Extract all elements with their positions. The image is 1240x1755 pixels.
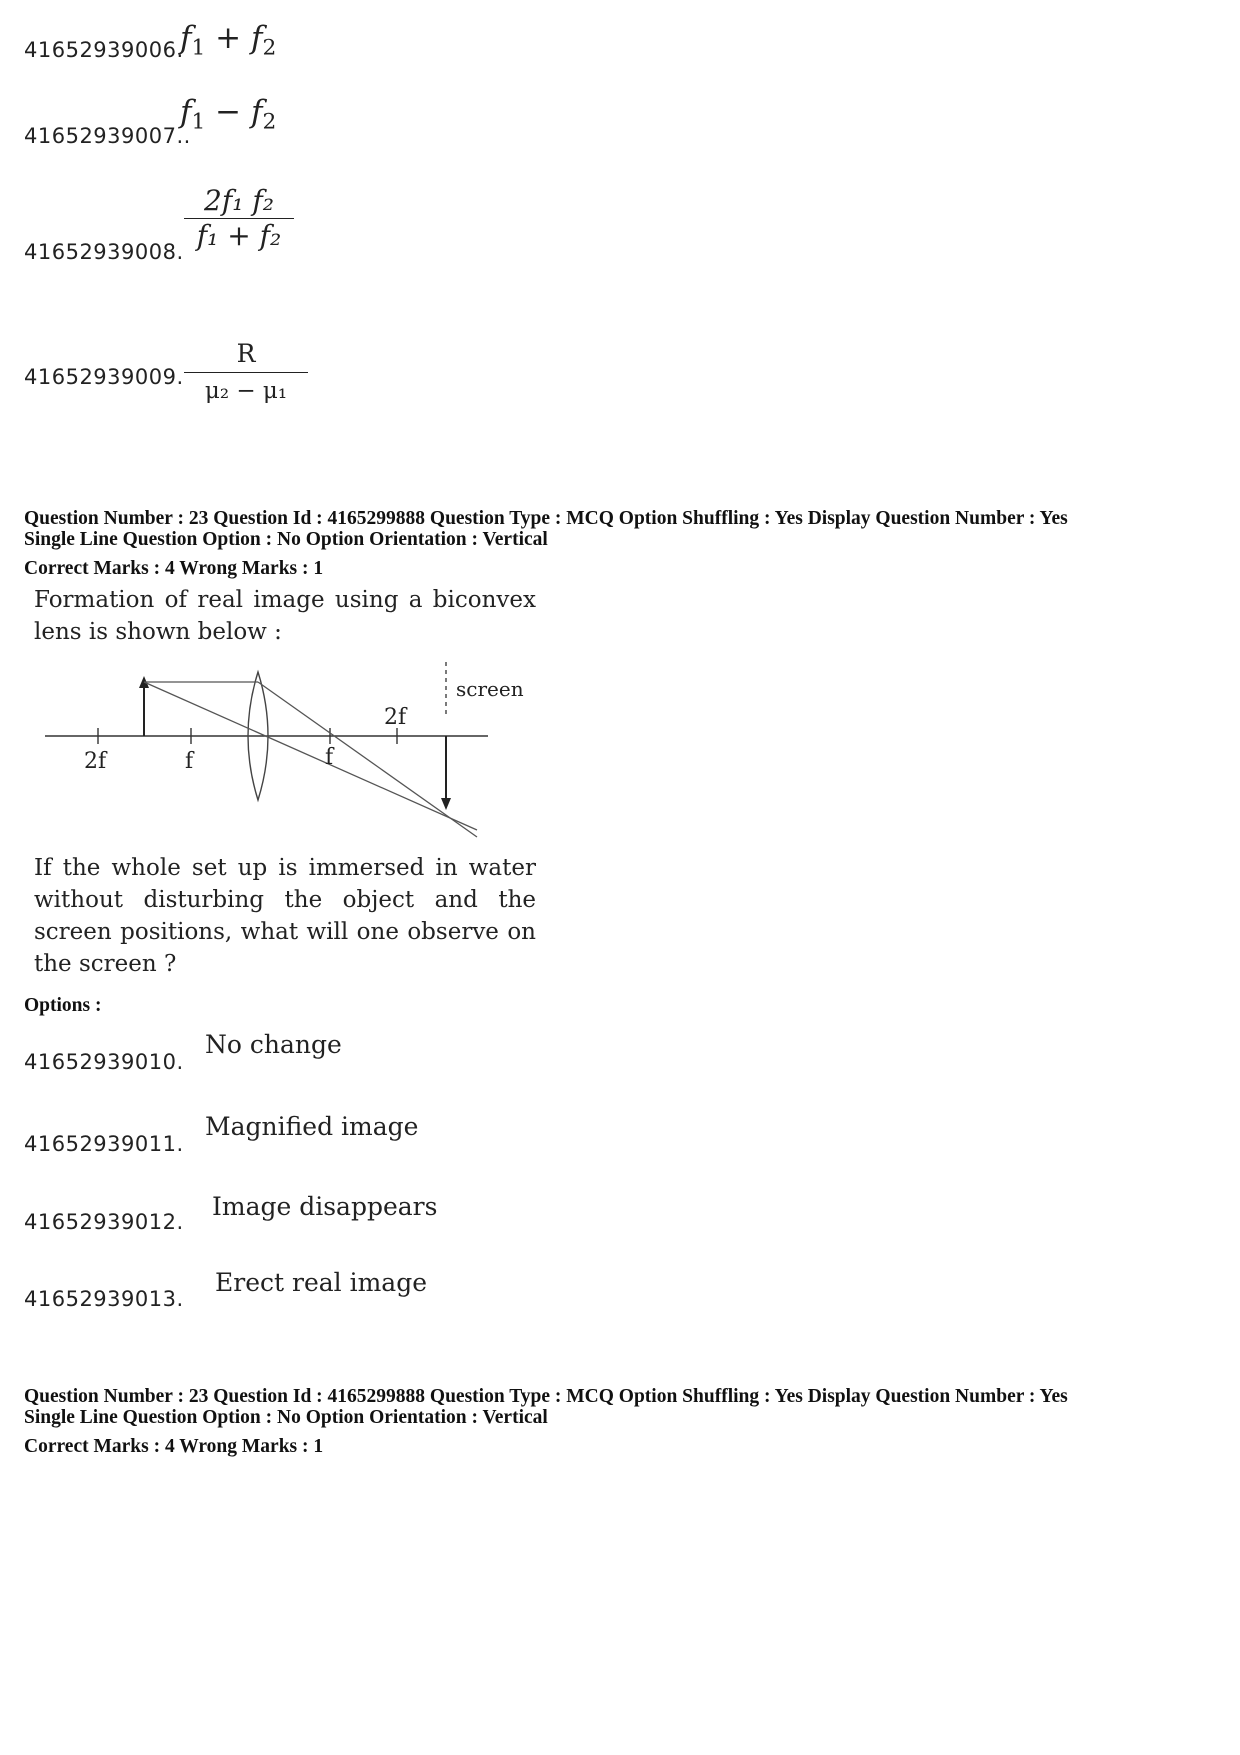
option-number: 41652939008. [24,240,184,264]
option-number: 41652939013. [24,1287,184,1311]
question-intro: Formation of real image using a biconvex lens is shown below : [34,587,536,645]
option-text: Image disappears [212,1192,438,1221]
lens-diagram [40,660,524,850]
options-label: Options : [24,995,102,1016]
fraction-numerator: 2f₁ f₂ [204,184,274,217]
option-formula: $f_1 - f_2$ [180,94,277,135]
option-text: No change [205,1030,342,1059]
question-marks: Correct Marks : 4 Wrong Marks : 1 [24,1436,324,1457]
label-left-f: f [185,749,194,774]
fraction-denominator: μ₂ − μ₁ [204,378,288,404]
question-body: If the whole set up is immersed in water without disturbing the object and the screen positions, what will one observe on the screen ? [34,855,536,977]
fraction-numerator: R [236,339,256,368]
label-right-f: f [325,745,334,770]
option-text: Magnified image [205,1112,419,1141]
option-fraction [184,336,308,409]
question-meta-2: Single Line Question Option : No Option Orientation : Vertical [24,529,548,550]
option-fraction [184,184,294,253]
ray-refracted [258,682,477,837]
question-meta: Question Number : 23 Question Id : 4165299888 Question Type : MCQ Option Shuffling : Yes Display Question Number : Yes [24,508,1068,529]
question-meta-2: Single Line Question Option : No Option Orientation : Vertical [24,1407,548,1428]
option-number: 41652939012. [24,1210,184,1234]
question-marks: Correct Marks : 4 Wrong Marks : 1 [24,558,324,579]
label-screen: screen [456,677,524,701]
option-number: 41652939006. [24,38,184,62]
fraction-denominator: f₁ + f₂ [196,219,282,252]
label-left-2f: 2f [84,749,107,774]
image-arrow-head [441,798,451,810]
option-number: 41652939010. [24,1050,184,1074]
option-formula: $f_1 + f_2$ [180,20,277,61]
question-meta: Question Number : 23 Question Id : 4165299888 Question Type : MCQ Option Shuffling : Yes Display Question Number : Yes [24,1386,1068,1407]
option-number: 41652939009. [24,365,184,389]
option-text: Erect real image [215,1268,427,1297]
ray-central [144,682,477,830]
option-number: 41652939011. [24,1132,184,1156]
label-right-2f: 2f [384,705,407,730]
option-number: 41652939007.. [24,124,191,148]
